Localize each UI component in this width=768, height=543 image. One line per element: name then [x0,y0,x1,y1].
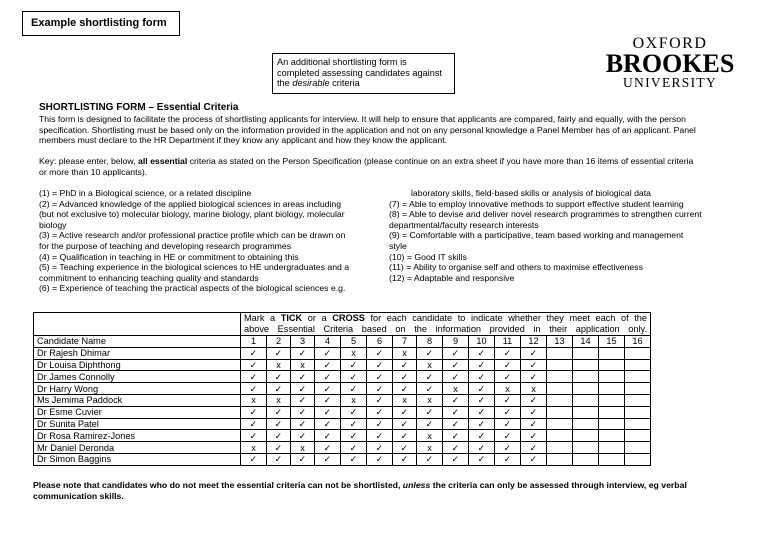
tick-mark[interactable]: ✓ [443,406,469,418]
empty-cell[interactable] [573,394,599,406]
tick-mark[interactable]: ✓ [367,418,393,430]
key-line: Key: please enter, below, all essential criteria as stated on the Person Specification (please continue on an extra sheet if you have more than 16 items of essential criteria [39,156,694,166]
criterion-column-header: 4 [315,336,341,348]
tick-mark[interactable]: ✓ [393,430,417,442]
empty-cell[interactable] [547,442,573,454]
tick-mark[interactable]: ✓ [267,418,291,430]
empty-cell[interactable] [625,442,651,454]
tick-mark[interactable]: ✓ [443,347,469,359]
tick-mark[interactable]: ✓ [393,371,417,383]
tick-mark[interactable]: ✓ [443,394,469,406]
tick-mark[interactable]: ✓ [315,347,341,359]
candidate-name: Mr Daniel Deronda [34,442,241,454]
tick-mark[interactable]: ✓ [495,430,521,442]
empty-cell[interactable] [625,418,651,430]
column-header-row [34,336,651,348]
tick-mark[interactable]: ✓ [315,418,341,430]
candidate-name: Ms Jemima Paddock [34,394,241,406]
criterion-column-header: 9 [443,336,469,348]
empty-cell[interactable] [547,418,573,430]
tick-mark[interactable]: ✓ [267,383,291,395]
tick-mark[interactable]: ✓ [417,371,443,383]
candidate-name: Dr Sunita Patel [34,418,241,430]
tick-mark[interactable]: ✓ [241,383,267,395]
tick-mark[interactable]: ✓ [267,453,291,465]
cross-mark[interactable]: x [521,383,547,395]
criteria-line: (4) = Qualification in teaching in HE or commitment to obtaining this [39,251,299,262]
tick-mark[interactable]: ✓ [341,406,367,418]
desirable-note-box [272,53,455,94]
criteria-line: biology [39,219,67,230]
tick-mark[interactable]: ✓ [469,442,495,454]
table-row [34,453,651,465]
tick-mark[interactable]: ✓ [367,371,393,383]
empty-cell[interactable] [547,453,573,465]
empty-cell[interactable] [625,383,651,395]
tick-mark[interactable]: ✓ [417,347,443,359]
tick-mark[interactable]: ✓ [341,442,367,454]
tick-mark[interactable]: ✓ [315,359,341,371]
tick-mark[interactable]: ✓ [443,430,469,442]
tick-mark[interactable]: ✓ [291,418,315,430]
tick-mark[interactable]: ✓ [393,418,417,430]
note-line: An additional shortlisting form is [277,57,407,67]
cross-mark[interactable]: x [443,383,469,395]
cross-mark[interactable]: x [267,394,291,406]
tick-mark[interactable]: ✓ [367,383,393,395]
oxford-brookes-logo [605,36,735,90]
tick-mark[interactable]: ✓ [469,371,495,383]
empty-cell[interactable] [625,453,651,465]
instruction-row [34,313,651,336]
logo-line-university: UNIVERSITY [623,75,717,90]
tick-mark[interactable]: ✓ [393,359,417,371]
empty-cell[interactable] [599,442,625,454]
criteria-line: (3) = Active research and/or professional practice profile which can be drawn on [39,230,346,241]
empty-cell[interactable] [573,453,599,465]
table-instruction: Mark a TICK or a CROSS for each candidate to indicate whether they meet each of the above Essential Criteria based on the information provided in their application only. [241,313,651,336]
tick-mark[interactable]: ✓ [267,442,291,454]
tick-mark[interactable]: ✓ [367,430,393,442]
empty-cell[interactable] [625,359,651,371]
tick-mark[interactable]: ✓ [521,359,547,371]
tick-mark[interactable]: ✓ [267,430,291,442]
note-emphasis: desirable [292,78,330,88]
tick-mark[interactable]: ✓ [393,453,417,465]
tick-mark[interactable]: ✓ [315,371,341,383]
tick-mark[interactable]: ✓ [469,406,495,418]
tick-mark[interactable]: ✓ [393,442,417,454]
criterion-column-header: 6 [367,336,393,348]
criteria-line: (8) = Able to devise and deliver novel research programmes to strengthen current [389,209,702,220]
tick-mark[interactable]: ✓ [367,442,393,454]
cross-mark[interactable]: x [267,359,291,371]
logo-line-brookes: BROOKES [605,49,735,78]
key-emphasis: all essential [138,156,188,166]
note-line: the desirable criteria [277,78,360,88]
tick-mark[interactable]: ✓ [315,430,341,442]
empty-cell[interactable] [573,442,599,454]
tick-mark[interactable]: ✓ [341,383,367,395]
tick-mark[interactable]: ✓ [291,347,315,359]
empty-cell[interactable] [599,383,625,395]
empty-cell[interactable] [625,394,651,406]
tick-mark[interactable]: ✓ [267,347,291,359]
criterion-column-header: 5 [341,336,367,348]
form-title: SHORTLISTING FORM – Essential Criteria [39,102,239,113]
table-row [34,406,651,418]
tick-mark[interactable]: ✓ [241,430,267,442]
tick-mark[interactable]: ✓ [443,359,469,371]
criteria-line: (but not exclusive to) molecular biology, marine biology, plant biology, molecular [39,209,345,220]
tick-mark[interactable]: ✓ [521,406,547,418]
empty-cell[interactable] [599,359,625,371]
criteria-line: commitment to enhancing teaching quality and standards [39,272,259,283]
tick-mark[interactable]: ✓ [417,418,443,430]
criterion-column-header: 10 [469,336,495,348]
tick-mark[interactable]: ✓ [241,453,267,465]
empty-cell[interactable] [625,347,651,359]
table-row [34,371,651,383]
tick-mark[interactable]: ✓ [315,394,341,406]
tick-mark[interactable]: ✓ [241,347,267,359]
criteria-line: (12) = Adaptable and responsive [389,272,515,283]
shortlisting-table [33,312,651,466]
cross-mark[interactable]: x [341,394,367,406]
tick-mark[interactable]: ✓ [315,406,341,418]
tick-mark[interactable]: ✓ [417,383,443,395]
tick-mark[interactable]: ✓ [341,418,367,430]
tick-mark[interactable]: ✓ [315,442,341,454]
empty-cell[interactable] [599,406,625,418]
tick-mark[interactable]: ✓ [469,453,495,465]
cross-mark[interactable]: x [241,394,267,406]
tick-mark[interactable]: ✓ [495,453,521,465]
tick-mark[interactable]: ✓ [495,371,521,383]
key-line: or more than 10 applicants). [39,166,148,177]
criterion-column-header: 11 [495,336,521,348]
tick-mark[interactable]: ✓ [367,347,393,359]
criterion-column-header: 15 [599,336,625,348]
table-row [34,442,651,454]
tick-mark[interactable]: ✓ [521,442,547,454]
tick-mark[interactable]: ✓ [495,394,521,406]
criteria-line: laboratory skills, field-based skills or analysis of biological data [411,188,651,198]
tick-mark[interactable]: ✓ [341,371,367,383]
tick-mark[interactable]: ✓ [469,383,495,395]
tick-mark[interactable]: ✓ [521,453,547,465]
criteria-line: (2) = Advanced knowledge of the applied biological sciences in areas including [39,198,342,209]
empty-cell[interactable] [599,347,625,359]
tick-mark[interactable]: ✓ [495,347,521,359]
criterion-column-header: 2 [267,336,291,348]
empty-cell[interactable] [599,371,625,383]
criteria-line: (11) = Ability to organise self and others to maximise effectiveness [389,262,643,273]
empty-cell[interactable] [625,371,651,383]
empty-cell[interactable] [573,371,599,383]
tick-mark[interactable]: ✓ [367,394,393,406]
tick-mark[interactable]: ✓ [241,359,267,371]
footer-note: Please note that candidates who do not meet the essential criteria can not be shortlisted, unless the criteria can only be assessed through interview, eg verbal communication skills. [33,480,687,501]
cross-mark[interactable]: x [417,394,443,406]
empty-cell[interactable] [547,347,573,359]
footer-emphasis: unless [402,480,431,490]
empty-cell[interactable] [599,418,625,430]
tick-mark[interactable]: ✓ [521,394,547,406]
criterion-column-header: 1 [241,336,267,348]
example-label: Example shortlisting form [31,17,167,29]
criterion-column-header: 13 [547,336,573,348]
empty-cell[interactable] [547,430,573,442]
criteria-line: (10) = Good IT skills [389,251,467,262]
candidate-name-header: Candidate Name [34,336,241,348]
tick-mark[interactable]: ✓ [417,453,443,465]
tick-mark[interactable]: ✓ [291,394,315,406]
tick-mark[interactable]: ✓ [341,430,367,442]
tick-mark[interactable]: ✓ [443,371,469,383]
table-row [34,383,651,395]
tick-mark[interactable]: ✓ [291,453,315,465]
tick-mark[interactable]: ✓ [291,406,315,418]
empty-cell[interactable] [625,406,651,418]
criteria-line: departmental/faculty research interests [389,219,539,230]
intro-paragraph [39,114,729,146]
empty-cell[interactable] [573,347,599,359]
table-row [34,430,651,442]
criteria-line: (9) = Comfortable with a participative, team based working and management [389,230,684,241]
table-row [34,394,651,406]
cross-mark[interactable]: x [417,442,443,454]
tick-mark[interactable]: ✓ [241,406,267,418]
intro-line: This form is designed to facilitate the process of shortlisting applicants for interview. It will help to ensure that applicants are compared, fairly and equally, with the person [39,114,686,124]
tick-mark[interactable]: ✓ [291,371,315,383]
cross-mark[interactable]: x [417,430,443,442]
empty-cell[interactable] [547,359,573,371]
empty-cell[interactable] [599,394,625,406]
note-line: completed assessing candidates against [277,67,442,78]
tick-mark[interactable]: ✓ [521,430,547,442]
criteria-left-column [39,188,369,294]
logo-line-oxford: OXFORD [632,35,708,52]
criterion-column-header: 7 [393,336,417,348]
candidate-name: Dr Simon Baggins [34,453,241,465]
empty-cell[interactable] [625,430,651,442]
criterion-column-header: 14 [573,336,599,348]
criteria-right-column [389,188,729,283]
criterion-column-header: 12 [521,336,547,348]
criteria-line: (6) = Experience of teaching the practical aspects of the biological sciences e.g. [39,283,346,294]
empty-cell[interactable] [573,406,599,418]
tick-mark[interactable]: ✓ [393,406,417,418]
tick-mark[interactable]: ✓ [267,406,291,418]
criteria-line: for the purpose of teaching and developing research programmes [39,240,292,251]
example-label-box [22,11,180,36]
criteria-line: (1) = PhD in a Biological science, or a related discipline [39,188,252,198]
criteria-line: (5) = Teaching experience in the biological sciences to HE undergraduates and a [39,262,350,273]
cross-mark[interactable]: x [495,383,521,395]
empty-cell[interactable] [573,359,599,371]
tick-mark[interactable]: ✓ [469,359,495,371]
criterion-column-header: 3 [291,336,315,348]
tick-mark[interactable]: ✓ [443,453,469,465]
tick-mark[interactable]: ✓ [443,442,469,454]
empty-cell[interactable] [573,383,599,395]
empty-cell[interactable] [547,383,573,395]
tick-mark[interactable]: ✓ [469,418,495,430]
criteria-line: (7) = Able to employ innovative methods to support effective student learning [389,198,684,209]
tick-mark[interactable]: ✓ [495,442,521,454]
tick-mark[interactable]: ✓ [393,383,417,395]
tick-mark[interactable]: ✓ [291,383,315,395]
cross-mark[interactable]: x [393,394,417,406]
tick-mark[interactable]: ✓ [469,347,495,359]
tick-mark[interactable]: ✓ [341,453,367,465]
tick-mark[interactable]: ✓ [495,418,521,430]
candidate-name: Dr Rosa Ramirez-Jones [34,430,241,442]
cross-mark[interactable]: x [291,442,315,454]
tick-mark[interactable]: ✓ [443,418,469,430]
intro-line: specification. Shortlisting must be based only on the information provided in the application and not on any personal knowledge a Panel Member has of an applicant. Panel [39,124,696,135]
tick-mark[interactable]: ✓ [367,406,393,418]
tick-mark[interactable]: ✓ [495,359,521,371]
candidate-name: Dr Rajesh Dhimar [34,347,241,359]
tick-mark[interactable]: ✓ [495,406,521,418]
tick-mark[interactable]: ✓ [521,418,547,430]
candidate-name: Dr Harry Wong [34,383,241,395]
tick-mark[interactable]: ✓ [291,430,315,442]
tick-mark[interactable]: ✓ [341,359,367,371]
tick-mark[interactable]: ✓ [367,359,393,371]
key-paragraph [39,156,729,177]
tick-mark[interactable]: ✓ [417,406,443,418]
criteria-line: style [389,240,407,251]
cross-mark[interactable]: x [393,347,417,359]
empty-cell[interactable] [547,406,573,418]
tick-mark[interactable]: ✓ [469,430,495,442]
tick-mark[interactable]: ✓ [241,371,267,383]
cross-mark[interactable]: x [291,359,315,371]
blank-cell [34,313,241,336]
tick-mark[interactable]: ✓ [241,418,267,430]
empty-cell[interactable] [573,430,599,442]
candidate-name: Dr James Connolly [34,371,241,383]
empty-cell[interactable] [599,453,625,465]
tick-mark[interactable]: ✓ [521,371,547,383]
criterion-column-header: 16 [625,336,651,348]
empty-cell[interactable] [547,371,573,383]
table-row [34,347,651,359]
criterion-column-header: 8 [417,336,443,348]
candidate-name: Dr Louisa Diphthong [34,359,241,371]
tick-mark[interactable]: ✓ [315,383,341,395]
tick-mark[interactable]: ✓ [469,394,495,406]
intro-line: members must declare to the HR Department if they know any applicant and how they know the applicant. [39,135,448,146]
candidate-name: Dr Esme Cuvier [34,406,241,418]
cross-mark[interactable]: x [341,347,367,359]
table-row [34,418,651,430]
cross-word: CROSS [332,313,365,323]
cross-mark[interactable]: x [241,442,267,454]
tick-word: TICK [280,313,303,323]
tick-mark[interactable]: ✓ [521,347,547,359]
tick-mark[interactable]: ✓ [367,453,393,465]
tick-mark[interactable]: ✓ [267,371,291,383]
tick-mark[interactable]: ✓ [315,453,341,465]
empty-cell[interactable] [547,394,573,406]
table-row [34,359,651,371]
empty-cell[interactable] [599,430,625,442]
empty-cell[interactable] [573,418,599,430]
cross-mark[interactable]: x [417,359,443,371]
